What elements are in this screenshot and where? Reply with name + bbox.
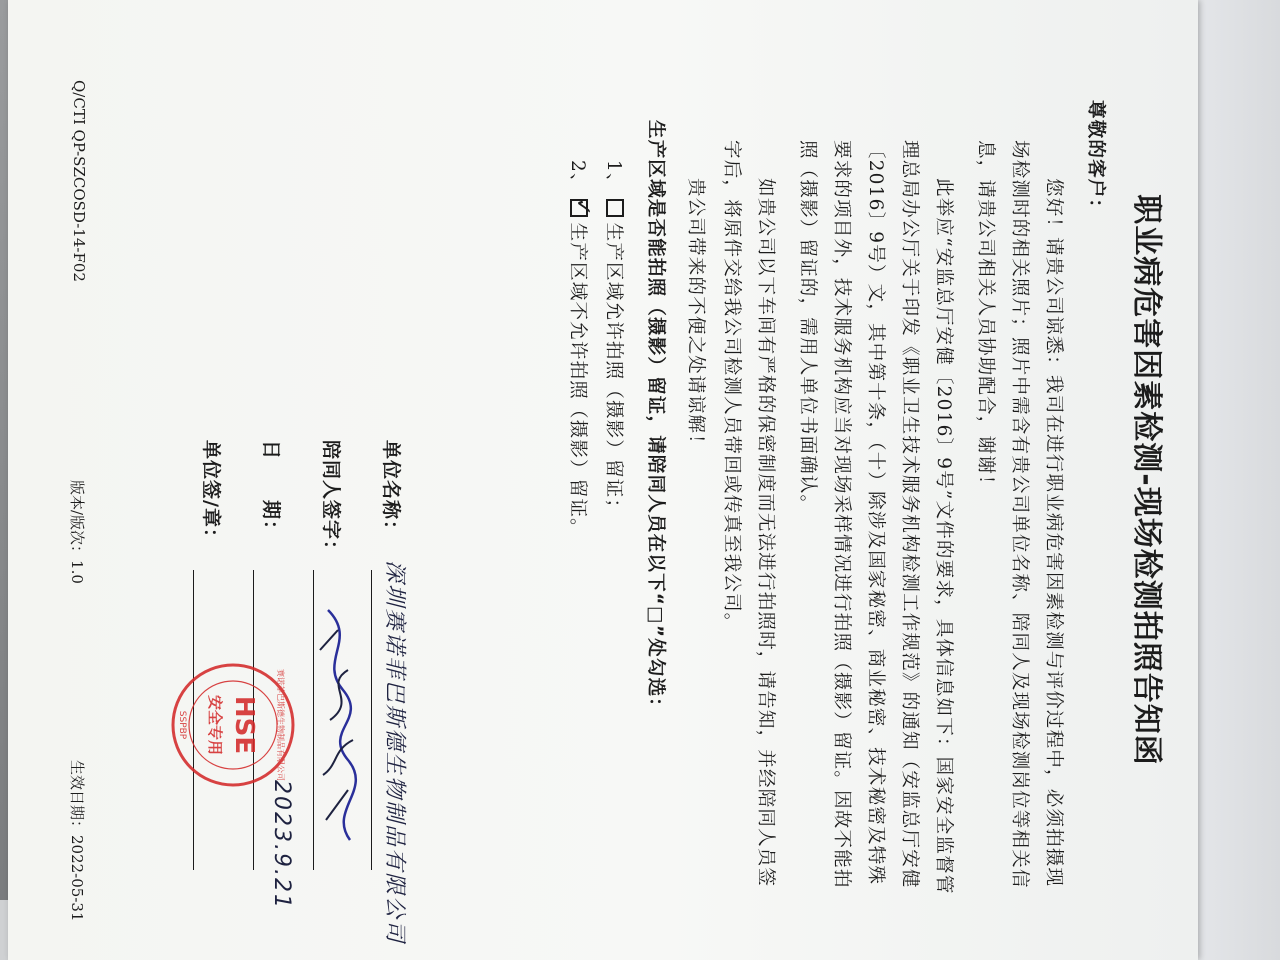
rotated-page xyxy=(8,0,1198,960)
stamp-ring-text: 赛诺菲巴斯德生物制品有限公司 xyxy=(276,669,285,781)
signature-scribble[interactable] xyxy=(308,600,368,860)
document-title: 职业病危害因素检测-现场检测拍照告知函 xyxy=(1129,194,1164,766)
option-1-checkbox[interactable] xyxy=(606,199,624,217)
stamp-center-text: HSE xyxy=(229,695,259,755)
company-seal-stamp xyxy=(168,660,298,790)
version-info: 版本/版次：1.0 xyxy=(68,480,86,584)
stamp-code-text: SSPBP xyxy=(177,710,187,740)
stamp-sub-text: 安全专用 xyxy=(206,694,224,756)
salutation: 尊敬的客户： xyxy=(1085,100,1106,219)
option-2-number: 2、 xyxy=(567,160,588,193)
document-sheet xyxy=(8,0,1198,960)
check-mark-icon: ✓ xyxy=(570,197,595,218)
company-name-line xyxy=(371,570,372,870)
date-label: 日 期： xyxy=(260,440,282,541)
company-name-label: 单位名称： xyxy=(380,440,402,541)
paragraph-4: 贵公司带来的不便之处请谅解！ xyxy=(685,178,706,454)
photo-question: 生产区域是否能拍照（摄影）留证，请陪同人员在以下“□”处勾选： xyxy=(645,120,666,717)
unit-stamp-label: 单位签/章： xyxy=(200,440,222,548)
option-1[interactable] xyxy=(602,160,628,518)
effective-date: 生效日期：2022-05-31 xyxy=(68,760,86,922)
companion-signature-label: 陪同人签字： xyxy=(320,440,342,561)
company-name-handwritten[interactable]: 深圳赛诺菲巴斯德生物制品有限公司 xyxy=(382,560,407,945)
date-handwritten[interactable]: 2023.9.21 xyxy=(269,780,294,910)
option-2-checkbox[interactable] xyxy=(570,197,595,218)
paragraph-3: 如贵公司以下车间有严格的保密制度而无法进行拍照时，请告知，并经陪同人员签字后，将原件交给我公司检测人员带回或传真至我公司。 xyxy=(721,140,776,888)
document-code: Q/CTI QP-SZCOSD-14-F02 xyxy=(70,80,88,282)
option-1-number: 1、 xyxy=(603,160,624,193)
option-1-label: 生产区域允许拍照（摄影）留证； xyxy=(603,222,624,519)
option-2[interactable] xyxy=(566,160,595,538)
paragraph-1: 您好！请贵公司谅悉：我司在进行职业病危害因素检测与评价过程中，必须拍摄现场检测时的相关照片；照片中需含有贵公司单位名称、陪同人及现场检测岗位等相关信息，请贵公司相关人员协助配合，谢谢！ xyxy=(975,140,1064,889)
option-2-label: 生产区域不允许拍照（摄影）留证。 xyxy=(567,222,588,538)
paragraph-2: 此举应“安监总厅安健〔2016〕9号”文件的要求，具体信息如下：国家安全监督管理总局办公厅关于印发《职业卫生技术服务机构检测工作规范》的通知（安监总厅安健〔2016〕9号）文，其中第十条，（十）除涉及国家秘密、商业秘密、技术秘密及特殊要求的项目外，技术服务机构应当对现场采样情况进行拍照（摄影）留证。因故不能拍照（摄影）留证的，需用人单位书面确认。 xyxy=(797,140,954,895)
